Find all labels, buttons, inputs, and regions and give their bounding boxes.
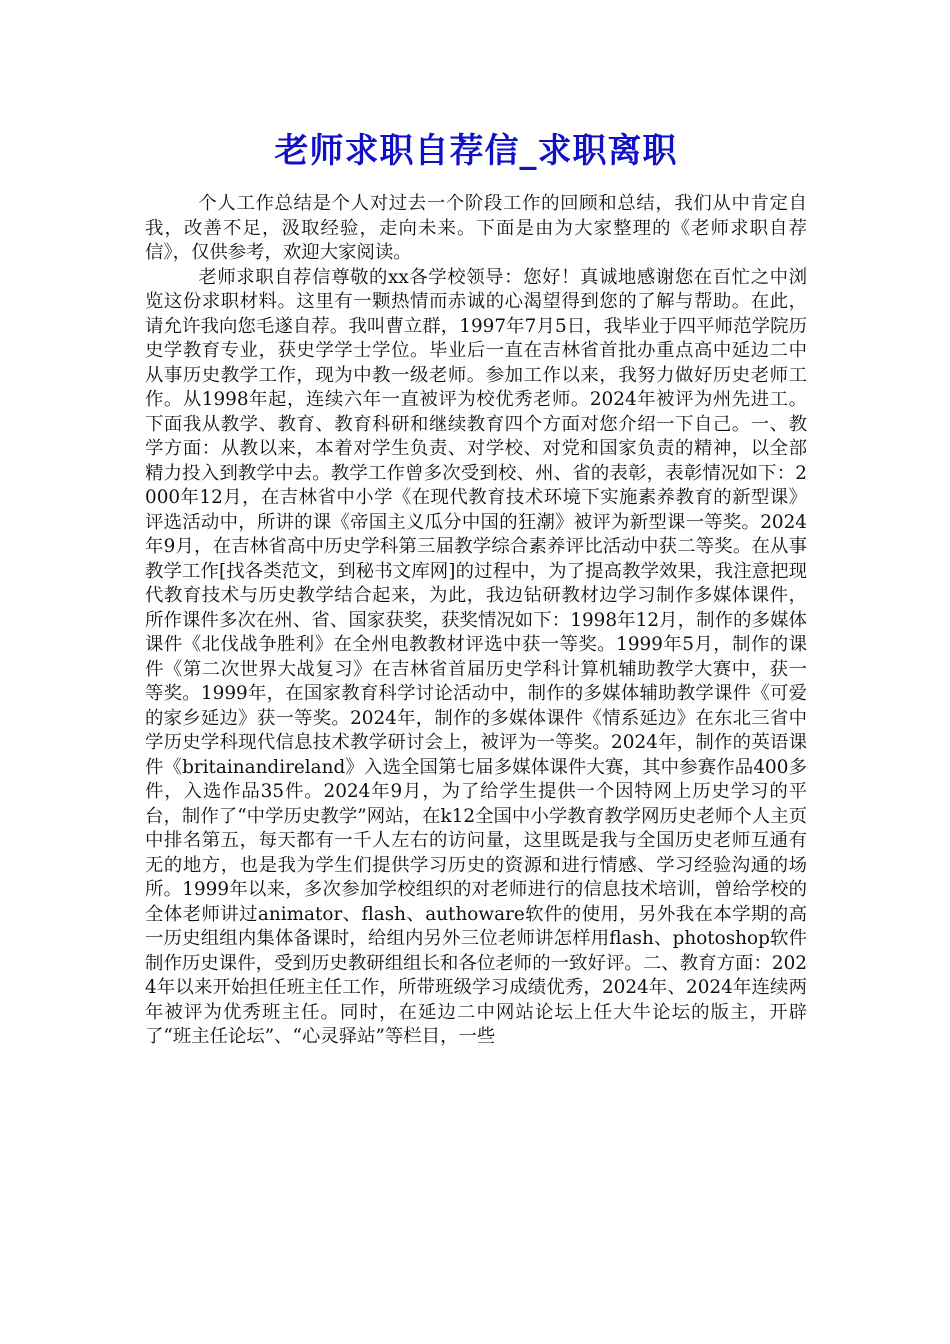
intro-paragraph: 个人工作总结是个人对过去一个阶段工作的回顾和总结，我们从中肯定自我，改善不足，汲取经验，走向未来。下面是由为大家整理的《老师求职自荐信》，仅供参考，欢迎大家阅读。 bbox=[145, 193, 807, 263]
document-page bbox=[145, 124, 807, 1324]
document-title: 老师求职自荐信_求职离职 bbox=[274, 131, 678, 171]
body-paragraph: 老师求职自荐信尊敬的xx各学校领导：您好！真诚地感谢您在百忙之中浏览这份求职材料。这里有一颗热情而赤诚的心渴望得到您的了解与帮助。在此，请允许我向您毛遂自荐。我叫曹立群，1997年7月5日，我毕业于四平师范学院历史学教育专业，获史学学士学位。毕业后一直在吉林省首批办重点高中延边二中从事历史教学工作，现为中教一级老师。参加工作以来，我努力做好历史老师工作。从1998年起，连续六年一直被评为校优秀老师。2024年被评为州先进工。下面我从教学、教育、教育科研和继续教育四个方面对您介绍一下自己。一、教学方面：从教以来，本着对学生负责、对学校、对党和国家负责的精神，以全部精力投入到教学中去。教学工作曾多次受到校、州、省的表彰，表彰情况如下：2000年12月，在吉林省中小学《在现代教育技术环境下实施素养教育的新型课》评选活动中，所讲的课《帝国主义瓜分中国的狂潮》被评为新型课一等奖。2024年9月，在吉林省高中历史学科第三届教学综合素养评比活动中获二等奖。在从事教学工作[找各类范文，到秘书文库网]的过程中，为了提高教学效果，我注意把现代教育技术与历史教学结合起来，为此，我边钻研教材边学习制作多媒体课件，所作课件多次在州、省、国家获奖，获奖情况如下：1998年12月，制作的多媒体课件《北伐战争胜利》在全州电教教材评选中获一等奖。1999年5月，制作的课件《第二次世界大战复习》在吉林省首届历史学科计算机辅助教学大赛中，获一等奖。1999年，在国家教育科学讨论活动中，制作的多媒体辅助教学课件《可爱的家乡延边》获一等奖。2024年，制作的多媒体课件《情系延边》在东北三省中学历史学科现代信息技术教学研讨会上，被评为一等奖。2024年，制作的英语课件《britainandireland》入选全国第七届多媒体课件大赛，其中参赛作品400多件，入选作品35件。2024年9月，为了给学生提供一个因特网上历史学习的平台，制作了“中学历史教学”网站，在k12全国中小学教育教学网历史老师个人主页中排名第五，每天都有一千人左右的访问量，这里既是我与全国历史老师互通有无的地方，也是我为学生们提供学习历史的资源和进行情感、学习经验沟通的场所。1999年以来，多次参加学校组织的对老师进行的信息技术培训，曾给学校的全体老师讲过animator、flash、authoware软件的使用，另外我在本学期的高一历史组组内集体备课时，给组内另外三位老师讲怎样用flash、photoshop软件制作历史课件，受到历史教研组组长和各位老师的一致好评。二、教育方面：2024年以来开始担任班主任工作，所带班级学习成绩优秀，2024年、2024年连续两年被评为优秀班主任。同时，在延边二中网站论坛上任大牛论坛的版主，开辟了“班主任论坛”、“心灵驿站”等栏目，一些 bbox=[145, 266, 807, 1047]
